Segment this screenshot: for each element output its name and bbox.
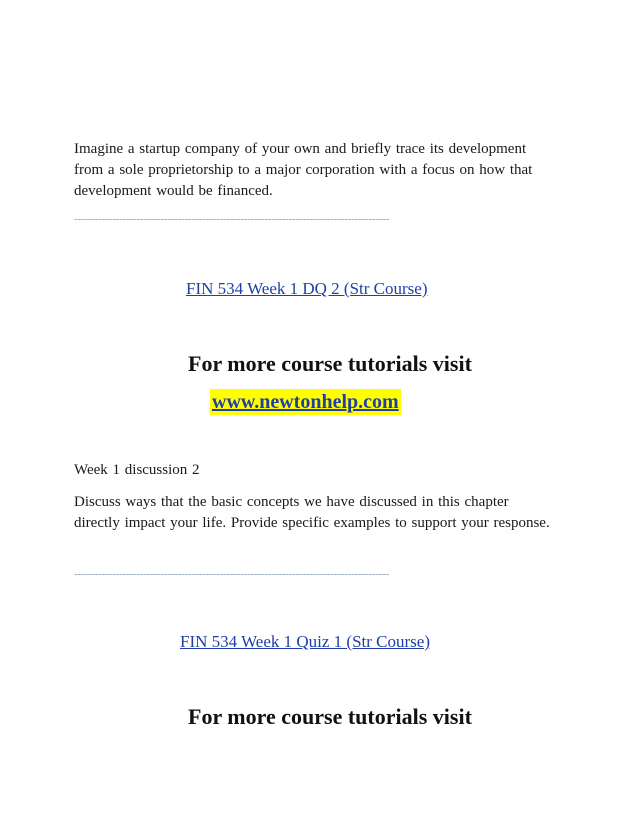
newtonhelp-site-link[interactable]: www.newtonhelp.com <box>212 391 399 413</box>
promo-heading: For more course tutorials visit <box>188 351 472 376</box>
course-link-quiz1[interactable]: FIN 534 Week 1 Quiz 1 (Str Course) <box>180 632 430 651</box>
separator-line: ------------------------------------------------------------------------------------------- <box>74 213 390 225</box>
course-link-dq2[interactable]: FIN 534 Week 1 DQ 2 (Str Course) <box>186 279 428 298</box>
discussion-heading: Week 1 discussion 2 <box>74 462 200 478</box>
separator-line: ------------------------------------------------------------------------------------------- <box>74 568 390 580</box>
intro-paragraph: Imagine a startup company of your own and briefly trace its development from a sole proprietorship to a major corporation with a focus on how that development would be financed. <box>74 141 533 199</box>
discussion-paragraph: Discuss ways that the basic concepts we have discussed in this chapter directly impact your life. Provide specific examples to support your response. <box>74 494 550 531</box>
promo-heading: For more course tutorials visit <box>188 704 472 729</box>
